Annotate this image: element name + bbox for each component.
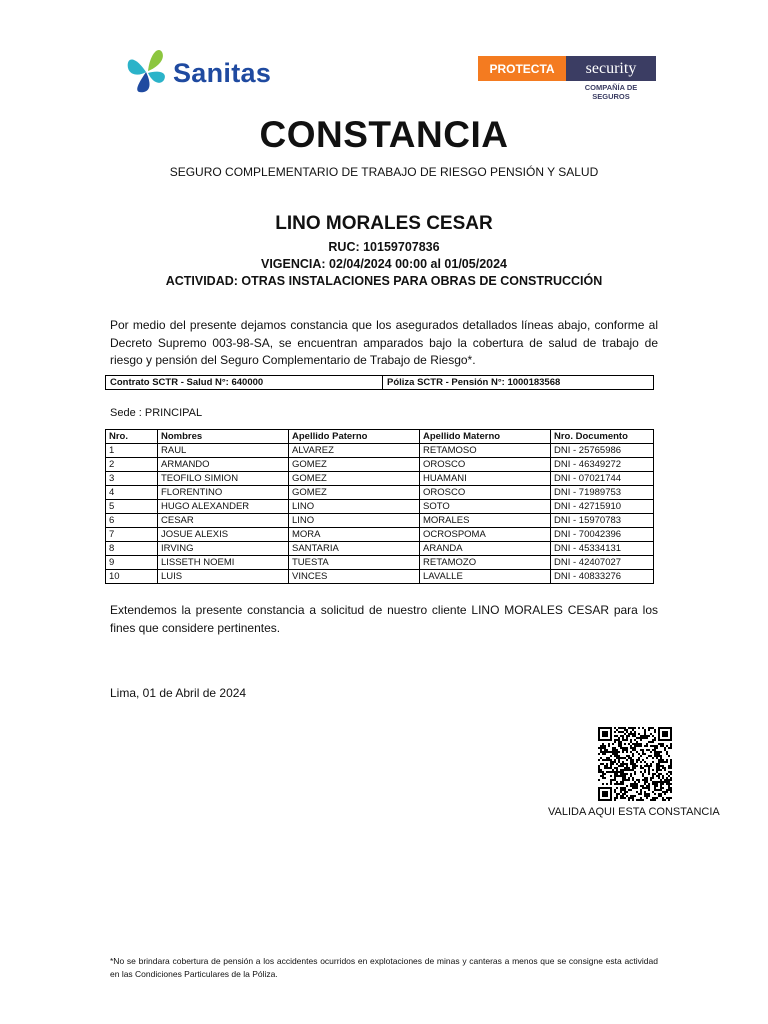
cell-nombres: ARMANDO xyxy=(158,458,289,472)
cell-documento: DNI - 42715910 xyxy=(551,500,654,514)
table-header-row xyxy=(106,430,654,444)
cell-apellido-materno: MORALES xyxy=(420,514,551,528)
security-label: security xyxy=(566,56,656,81)
cell-nro: 8 xyxy=(106,542,158,556)
footnote: *No se brindara cobertura de pensión a los accidentes ocurridos en explotaciones de minas y canteras a menos que se consigne esta actividad en las Condiciones Particulares de la Póliza. xyxy=(110,956,658,979)
cell-apellido-materno: SOTO xyxy=(420,500,551,514)
client-vigencia: VIGENCIA: 02/04/2024 00:00 al 01/05/2024 xyxy=(261,257,507,271)
qr-caption: VALIDA AQUI ESTA CONSTANCIA xyxy=(548,806,720,818)
cell-apellido-paterno: ALVAREZ xyxy=(289,444,420,458)
qr-code-icon[interactable] xyxy=(598,727,672,801)
cell-nombres: JOSUE ALEXIS xyxy=(158,528,289,542)
cell-nombres: LUIS xyxy=(158,570,289,584)
document-subtitle: SEGURO COMPLEMENTARIO DE TRABAJO DE RIESGO PENSIÓN Y SALUD xyxy=(169,165,599,179)
cell-nombres: CESAR xyxy=(158,514,289,528)
cell-documento: DNI - 70042396 xyxy=(551,528,654,542)
cell-apellido-materno: OROSCO xyxy=(420,486,551,500)
cell-apellido-paterno: VINCES xyxy=(289,570,420,584)
cell-nro: 2 xyxy=(106,458,158,472)
cell-apellido-materno: OCROSPOMA xyxy=(420,528,551,542)
client-name: LINO MORALES CESAR xyxy=(275,213,493,234)
cell-nombres: RAUL xyxy=(158,444,289,458)
cell-documento: DNI - 40833276 xyxy=(551,570,654,584)
table-row xyxy=(106,500,654,514)
table-row xyxy=(106,472,654,486)
cell-nro: 10 xyxy=(106,570,158,584)
cell-apellido-materno: OROSCO xyxy=(420,458,551,472)
table-row xyxy=(106,514,654,528)
table-row xyxy=(106,486,654,500)
cell-nombres: HUGO ALEXANDER xyxy=(158,500,289,514)
cell-apellido-materno: RETAMOZO xyxy=(420,556,551,570)
cell-nombres: IRVING xyxy=(158,542,289,556)
cell-nombres: FLORENTINO xyxy=(158,486,289,500)
cell-documento: DNI - 46349272 xyxy=(551,458,654,472)
cell-apellido-paterno: MORA xyxy=(289,528,420,542)
table-row xyxy=(106,444,654,458)
cell-nro: 1 xyxy=(106,444,158,458)
contract-salud: Contrato SCTR - Salud N°: 640000 xyxy=(106,376,383,389)
cell-nro: 9 xyxy=(106,556,158,570)
cell-documento: DNI - 25765986 xyxy=(551,444,654,458)
col-apellido-paterno: Apellido Paterno xyxy=(289,430,420,444)
cell-documento: DNI - 42407027 xyxy=(551,556,654,570)
cell-apellido-paterno: SANTARIA xyxy=(289,542,420,556)
cell-nro: 4 xyxy=(106,486,158,500)
table-row xyxy=(106,458,654,472)
col-nombres: Nombres xyxy=(158,430,289,444)
table-row xyxy=(106,570,654,584)
sanitas-butterfly-icon xyxy=(124,44,174,100)
cell-documento: DNI - 71989753 xyxy=(551,486,654,500)
cell-documento: DNI - 07021744 xyxy=(551,472,654,486)
cell-nro: 3 xyxy=(106,472,158,486)
client-actividad: ACTIVIDAD: OTRAS INSTALACIONES PARA OBRAS DE CONSTRUCCIÓN xyxy=(165,274,603,288)
insured-table xyxy=(105,429,654,584)
closing-paragraph: Extendemos la presente constancia a solicitud de nuestro cliente LINO MORALES CESAR para los fines que considere pertinentes. xyxy=(110,603,658,635)
cell-apellido-materno: ARANDA xyxy=(420,542,551,556)
contract-box xyxy=(105,375,654,390)
issue-date: Lima, 01 de Abril de 2024 xyxy=(110,686,247,700)
client-ruc: RUC: 10159707836 xyxy=(328,240,440,254)
cell-apellido-materno: RETAMOSO xyxy=(420,444,551,458)
cell-apellido-paterno: GOMEZ xyxy=(289,472,420,486)
protecta-security-logo xyxy=(478,56,658,101)
cell-apellido-paterno: LINO xyxy=(289,514,420,528)
table-row xyxy=(106,528,654,542)
protecta-label: PROTECTA xyxy=(478,56,566,81)
cell-nro: 7 xyxy=(106,528,158,542)
cell-apellido-paterno: TUESTA xyxy=(289,556,420,570)
cell-nombres: TEOFILO SIMION xyxy=(158,472,289,486)
cell-apellido-paterno: LINO xyxy=(289,500,420,514)
cell-apellido-paterno: GOMEZ xyxy=(289,486,420,500)
sanitas-logo xyxy=(124,44,294,100)
cell-apellido-materno: HUAMANI xyxy=(420,472,551,486)
cell-nro: 5 xyxy=(106,500,158,514)
cell-apellido-paterno: GOMEZ xyxy=(289,458,420,472)
contract-pension: Póliza SCTR - Pensión N°: 1000183568 xyxy=(387,377,561,388)
sede-label: Sede : PRINCIPAL xyxy=(110,407,203,419)
cell-documento: DNI - 45334131 xyxy=(551,542,654,556)
table-row xyxy=(106,556,654,570)
intro-paragraph: Por medio del presente dejamos constancia que los asegurados detallados líneas abajo, conforme al Decreto Supremo 003-98-SA, se encuentran amparados bajo la cobertura de salud de trabajo de riesgo y pensión del Seguro Complementario de Trabajo de Riesgo*. xyxy=(110,318,658,367)
cell-documento: DNI - 15970783 xyxy=(551,514,654,528)
col-apellido-materno: Apellido Materno xyxy=(420,430,551,444)
company-label: COMPAÑÍA DE SEGUROS xyxy=(584,83,638,101)
sanitas-wordmark: Sanitas xyxy=(173,58,272,88)
col-documento: Nro. Documento xyxy=(551,430,654,444)
cell-nombres: LISSETH NOEMI xyxy=(158,556,289,570)
table-row xyxy=(106,542,654,556)
cell-nro: 6 xyxy=(106,514,158,528)
cell-apellido-materno: LAVALLE xyxy=(420,570,551,584)
document-title: CONSTANCIA xyxy=(259,114,509,155)
col-nro: Nro. xyxy=(106,430,158,444)
